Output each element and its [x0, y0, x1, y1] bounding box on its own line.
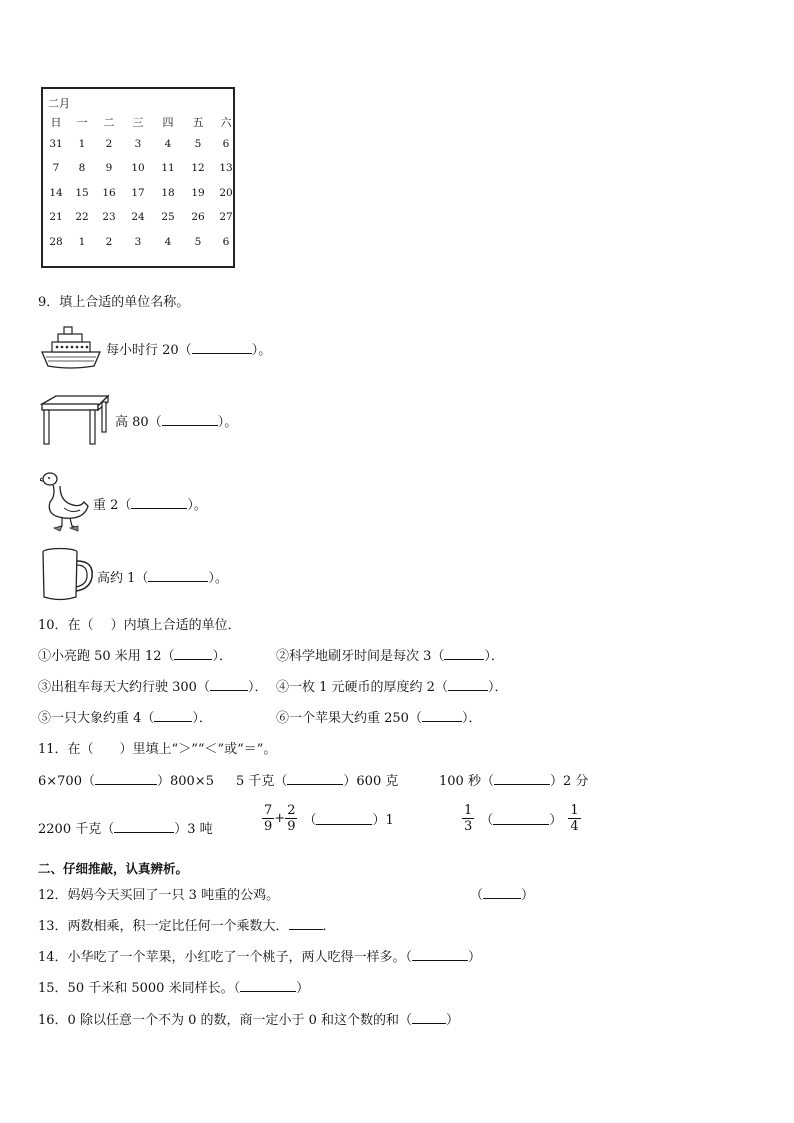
answer-blank[interactable]: [287, 772, 343, 785]
q11-compare-5: $\frac{7}{9}$ + $\frac{2}{9}$ （ ）1: [264, 803, 394, 834]
answer-blank[interactable]: [192, 341, 252, 354]
q12-text: 12．妈妈今天买回了一只 3 吨重的公鸡。: [38, 888, 280, 903]
calendar-day: 3: [134, 236, 142, 248]
calendar-day: 5: [194, 236, 202, 248]
q13: 13．两数相乘，积一定比任何一个乘数大． ．: [38, 919, 336, 934]
calendar-day: 2: [105, 236, 113, 248]
calendar-day: 8: [78, 162, 86, 174]
calendar-weekday: 五: [192, 116, 204, 129]
q16: 16．0 除以任意一个不为 0 的数，商一定小于 0 和这个数的和（ ）: [38, 1013, 460, 1028]
calendar-day: 28: [49, 236, 63, 248]
calendar-day: 5: [194, 138, 202, 150]
calendar-day: 19: [191, 187, 205, 199]
calendar-day: 1: [78, 138, 86, 150]
answer-blank[interactable]: [210, 678, 248, 691]
fraction: $\frac{1}{4}$: [570, 803, 579, 834]
calendar-weekday: 日: [50, 116, 62, 129]
answer-blank[interactable]: [131, 496, 187, 509]
q11-compare-2: 5 千克（ ）600 克: [236, 774, 399, 789]
calendar-day: 11: [161, 162, 175, 174]
q9-item-4: 高约 1（ ）。: [97, 571, 228, 586]
calendar-day: 6: [222, 236, 230, 248]
cup-icon: [40, 547, 96, 603]
q10-item-5: ⑤一只大象约重 4（ ）．: [38, 711, 212, 726]
answer-blank[interactable]: [483, 886, 521, 899]
calendar-day: 18: [161, 187, 175, 199]
goose-icon: [40, 470, 92, 532]
calendar-day: 27: [219, 211, 233, 223]
answer-blank[interactable]: [114, 820, 174, 833]
q15: 15．50 千米和 5000 米同样长。（ ）: [38, 981, 310, 996]
calendar-day: 14: [49, 187, 63, 199]
section2-title: 二、仔细推敲，认真辨析。: [38, 861, 189, 876]
q10-item-4: ④一枚 1 元硬币的厚度约 2（ ）．: [276, 680, 508, 695]
q9-item-2: 高 80（ ）。: [115, 415, 238, 430]
ship-icon: [40, 324, 102, 370]
answer-blank[interactable]: [444, 647, 484, 660]
q14: 14．小华吃了一个苹果，小红吃了一个桃子，两人吃得一样多。（ ）: [38, 950, 482, 965]
calendar-day: 24: [131, 211, 145, 223]
answer-blank[interactable]: [494, 772, 550, 785]
calendar-day: 16: [102, 187, 116, 199]
calendar-day: 21: [49, 211, 63, 223]
calendar-day: 6: [222, 138, 230, 150]
answer-blank[interactable]: [493, 812, 549, 825]
calendar-day: 25: [161, 211, 175, 223]
calendar-day: 31: [49, 138, 63, 150]
q12-answer: （ ）: [470, 888, 535, 903]
q11-compare-6: $\frac{1}{3}$ （ ） $\frac{1}{4}$: [464, 803, 579, 834]
calendar-day: 12: [191, 162, 205, 174]
answer-blank[interactable]: [316, 812, 372, 825]
fraction: $\frac{2}{9}$: [287, 803, 296, 834]
calendar-day: 7: [52, 162, 60, 174]
calendar-day: 22: [75, 211, 89, 223]
answer-blank[interactable]: [448, 678, 488, 691]
fraction: $\frac{7}{9}$: [264, 803, 273, 834]
calendar-day: 26: [191, 211, 205, 223]
q10-item-6: ⑥一个苹果大约重 250（ ）．: [276, 711, 482, 726]
calendar-day: 20: [219, 187, 233, 199]
answer-blank[interactable]: [412, 1011, 446, 1024]
calendar-day: 13: [219, 162, 233, 174]
q10-item-2: ②科学地刷牙时间是每次 3（ ）．: [276, 649, 504, 664]
answer-blank[interactable]: [240, 979, 296, 992]
q9-item-1: 每小时行 20（ ）。: [106, 343, 272, 358]
calendar-day: 23: [102, 211, 116, 223]
calendar-weekday: 三: [132, 116, 144, 129]
q10-item-1: ①小亮跑 50 米用 12（ ）．: [38, 649, 232, 664]
answer-blank[interactable]: [289, 917, 323, 930]
q11-compare-3: 100 秒（ ）2 分: [439, 774, 589, 789]
answer-blank[interactable]: [174, 647, 212, 660]
table-icon: [40, 394, 110, 446]
calendar-day: 3: [134, 138, 142, 150]
q11-compare-4: 2200 千克（ ）3 吨: [38, 822, 213, 837]
calendar-day: 4: [164, 236, 172, 248]
calendar-day: 1: [78, 236, 86, 248]
calendar-day: 9: [105, 162, 113, 174]
fraction: $\frac{1}{3}$: [464, 803, 473, 834]
calendar-day: 17: [131, 187, 145, 199]
calendar-day: 2: [105, 138, 113, 150]
answer-blank[interactable]: [422, 709, 462, 722]
q11-compare-1: 6×700（ ）800×5: [38, 774, 214, 789]
answer-blank[interactable]: [412, 948, 468, 961]
calendar-month-title: 二月: [48, 97, 70, 110]
q10-title: 10．在（ ）内填上合适的单位．: [38, 618, 241, 633]
q10-item-3: ③出租车每天大约行驶 300（ ）．: [38, 680, 268, 695]
calendar-day: 4: [164, 138, 172, 150]
answer-blank[interactable]: [154, 709, 192, 722]
calendar-weekday: 四: [162, 116, 174, 129]
calendar-weekday: 二: [103, 116, 115, 129]
answer-blank[interactable]: [162, 413, 218, 426]
calendar-weekday: 六: [220, 116, 232, 129]
february-calendar: [41, 87, 235, 268]
answer-blank[interactable]: [95, 772, 157, 785]
q9-item-3: 重 2（ ）。: [93, 498, 207, 513]
calendar-day: 15: [75, 187, 89, 199]
calendar-weekday: 一: [76, 116, 88, 129]
answer-blank[interactable]: [148, 569, 208, 582]
q11-title: 11．在（ ）里填上“＞”“＜”或“＝”。: [38, 742, 277, 757]
calendar-day: 10: [131, 162, 145, 174]
q9-title: 9．填上合适的单位名称。: [38, 295, 190, 310]
